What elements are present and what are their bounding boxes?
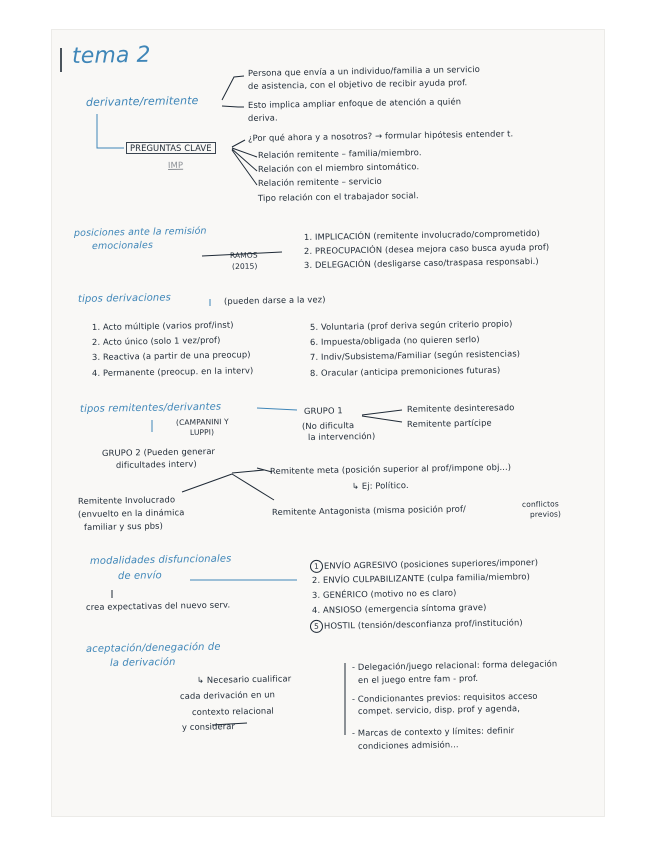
- question-5: Tipo relación con el trabajador social.: [257, 190, 419, 203]
- aceptacion-item-2-cont: compet. servicio, disp. prof y agenda,: [357, 703, 521, 716]
- grupo-1-label: GRUPO 1: [303, 405, 343, 416]
- definition-line-1: Persona que envía a un individuo/familia a un servicio: [247, 63, 480, 78]
- remitente-involucrado: Remitente Involucrado: [77, 494, 176, 506]
- aceptacion-left-2: cada derivación en un: [179, 689, 276, 701]
- derivacion-3: 3. Reactiva (a partir de una preocup): [91, 349, 251, 362]
- number-circle: 1: [310, 560, 323, 573]
- definition-line-4: deriva.: [247, 112, 278, 123]
- question-1: ¿Por qué ahora y a nosotros? → formular hipótesis entender t.: [247, 128, 514, 143]
- antagonista-extra-2: previos): [529, 509, 562, 519]
- author-ramos: RAMOS: [229, 250, 258, 260]
- derivacion-8: 8. Oracular (anticipa premoniciones futuras): [309, 364, 501, 378]
- modalidad-text: ENVÍO CULPABILIZANTE (culpa familia/miembro): [322, 571, 531, 585]
- imp-label: IMP: [167, 159, 184, 170]
- remitente-involucrado-note-2: familiar y sus pbs): [83, 520, 164, 532]
- aceptacion-item-3: - Marcas de contexto y límites: definir: [351, 725, 515, 738]
- modalidad-num: 2.: [311, 574, 321, 585]
- notebook-page: [52, 30, 604, 816]
- modalidad-text: ANSIOSO (emergencia síntoma grave): [322, 601, 487, 615]
- section-heading-aceptacion-2: la derivación: [109, 656, 176, 669]
- posicion-1: 1. IMPLICACIÓN (remitente involucrado/comprometido): [303, 227, 540, 242]
- derivacion-6: 6. Impuesta/obligada (no quieren serlo): [309, 334, 480, 347]
- key-questions-box: PREGUNTAS CLAVE: [126, 142, 216, 154]
- page-title: tema 2: [71, 42, 151, 69]
- definition-line-3: Esto implica ampliar enfoque de atención a quién: [247, 96, 462, 110]
- section-heading-aceptacion: aceptación/denegación de: [85, 641, 221, 655]
- number-circle: 5: [310, 620, 323, 633]
- question-2: Relación remitente – familia/miembro.: [257, 147, 422, 160]
- modalidad-text: ENVÍO AGRESIVO (posiciones superiores/imponer): [323, 557, 539, 571]
- posicion-3: 3. DELEGACIÓN (desligarse caso/traspasa responsabi.): [303, 255, 539, 270]
- grupo-2-label: GRUPO 2 (Pueden generar: [101, 446, 216, 458]
- aceptacion-item-3-cont: condiciones admisión...: [357, 739, 459, 751]
- grupo-1-note-1: (No dificulta: [301, 420, 355, 431]
- grupo-1-item-1: Remitente desinteresado: [406, 402, 515, 414]
- author-campanini: (CAMPANINI Y: [175, 417, 229, 427]
- section-heading-modalidades: modalidades disfuncionales: [89, 553, 232, 567]
- author-year: (2015): [231, 261, 258, 271]
- modalidad-text: HOSTIL (tensión/desconfianza prof/institución): [323, 617, 523, 631]
- aceptacion-item-1-cont: en el juego entre fam - prof.: [357, 672, 479, 685]
- remitente-antagonista: Remitente Antagonista (misma posición prof/: [271, 503, 466, 517]
- remitente-meta: Remitente meta (posición superior al prof/impone obj...): [269, 461, 512, 476]
- grupo-1-item-2: Remitente partícipe: [406, 417, 492, 429]
- modalidad-num: 4.: [311, 604, 321, 615]
- derivacion-5: 5. Voluntaria (prof deriva según criterio propio): [309, 318, 513, 332]
- section-heading-tipos-remitentes: tipos remitentes/derivantes: [79, 401, 222, 415]
- posicion-2: 2. PREOCUPACIÓN (desea mejora caso busca ayuda prof): [303, 241, 550, 256]
- remitente-meta-example: ↳ Ej: Político.: [351, 480, 409, 491]
- remitente-involucrado-note-1: (envuelto en la dinámica: [77, 507, 185, 519]
- aceptacion-item-2: - Condicionantes previos: requisitos acceso: [351, 690, 538, 704]
- aceptacion-item-1: - Delegación/juego relacional: forma delegación: [351, 658, 558, 672]
- tipos-derivaciones-note: (pueden darse a la vez): [223, 294, 326, 306]
- definition-line-2: de asistencia, con el objetivo de recibir ayuda prof.: [247, 77, 468, 91]
- question-3: Relación con el miembro sintomático.: [257, 161, 420, 174]
- derivacion-2: 2. Acto único (solo 1 vez/prof): [91, 334, 221, 347]
- section-heading-posiciones: posiciones ante la remisión: [73, 225, 207, 239]
- aceptacion-left-3: contexto relacional: [191, 705, 275, 717]
- antagonista-extra-1: conflictos: [521, 499, 559, 509]
- grupo-2-note: dificultades interv): [115, 458, 197, 470]
- section-heading-derivante: derivante/remitente: [85, 94, 199, 109]
- derivacion-4: 4. Permanente (preocup. en la interv): [91, 365, 254, 378]
- modalidad-num: 3.: [311, 589, 321, 600]
- derivacion-1: 1. Acto múltiple (varios prof/inst): [91, 319, 234, 332]
- aceptacion-left-1: ↳ Necesario cualificar: [196, 673, 292, 685]
- grupo-1-note-2: la intervención): [307, 430, 376, 442]
- section-heading-tipos-derivaciones: tipos derivaciones: [77, 292, 171, 305]
- author-luppi: LUPPI): [189, 427, 215, 437]
- section-heading-modalidades-2: de envío: [117, 570, 162, 582]
- expectativas-note: crea expectativas del nuevo serv.: [85, 599, 231, 612]
- modalidad-text: GENÉRICO (motivo no es claro): [322, 587, 457, 600]
- question-4: Relación remitente – servicio: [257, 175, 382, 188]
- aceptacion-left-4: y considerar: [181, 721, 236, 732]
- section-heading-posiciones-2: emocionales: [91, 239, 154, 252]
- derivacion-7: 7. Indiv/Subsistema/Familiar (según resistencias): [309, 348, 521, 362]
